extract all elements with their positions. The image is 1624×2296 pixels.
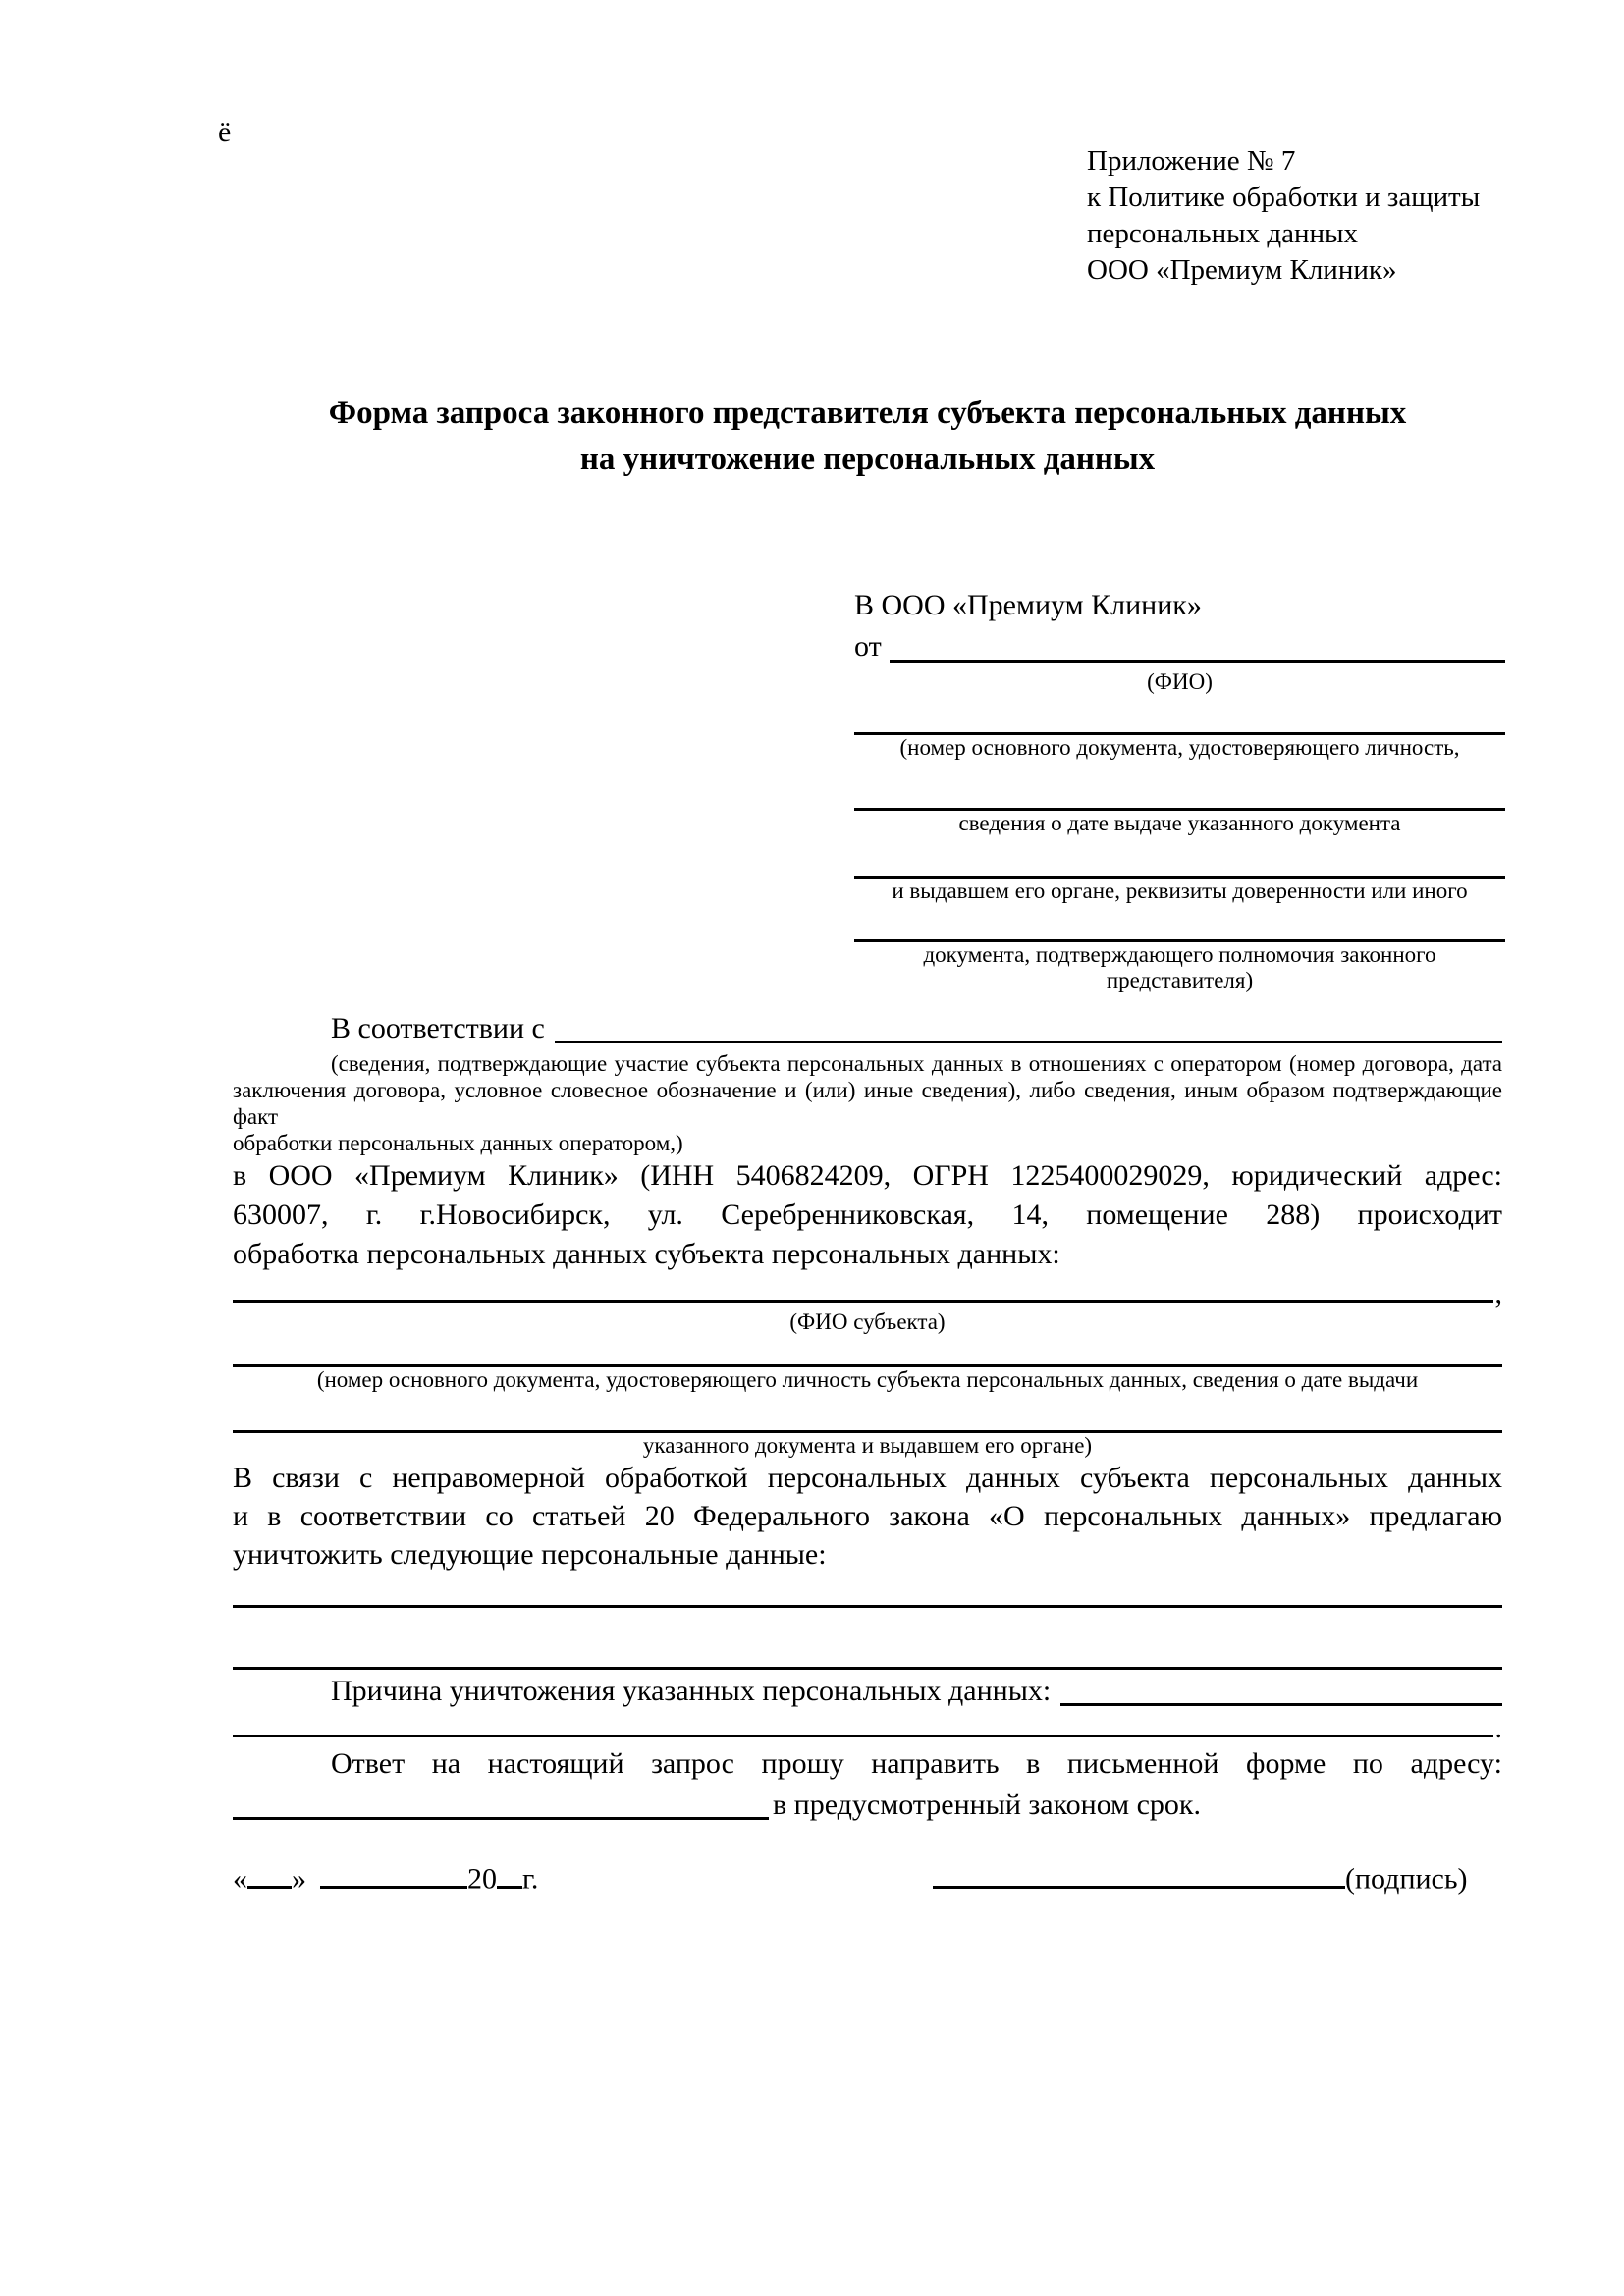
trailing-comma: , xyxy=(1494,1277,1502,1309)
rep-doc-field-line-3[interactable] xyxy=(854,836,1505,879)
date-month-field-line[interactable] xyxy=(320,1857,467,1889)
operator-paragraph-line-1: в ООО «Премиум Клиник» (ИНН 5406824209, ОГРН 1225400029029, юридический адрес: xyxy=(233,1159,1502,1192)
demand-paragraph-line-2: и в соответствии со статьей 20 Федерального закона «О персональных данных» предлагаю xyxy=(233,1500,1502,1532)
subject-doc-caption-2: указанного документа и выдавшем его органе) xyxy=(642,1433,1093,1458)
addressee-org: В ООО «Премиум Клиник» xyxy=(854,589,1202,621)
subject-fio-field-line[interactable] xyxy=(233,1300,1493,1303)
form-title-line-1: Форма запроса законного представителя субъекта персональных данных xyxy=(328,396,1407,431)
appendix-line: к Политике обработки и защиты xyxy=(1087,182,1481,213)
rep-doc-caption-4: документа, подтверждающего полномочия законного представителя) xyxy=(923,942,1436,992)
form-title xyxy=(233,391,1502,483)
body-block xyxy=(233,1007,1502,1827)
subject-fio-caption: (ФИО субъекта) xyxy=(789,1309,946,1334)
reply-paragraph-line: Ответ на настоящий запрос прошу направить в письменной форме по адресу: xyxy=(331,1747,1502,1780)
according-row xyxy=(233,1007,1502,1050)
subject-doc-field-line-2[interactable] xyxy=(233,1393,1502,1433)
appendix-line: Приложение № 7 xyxy=(1087,145,1296,177)
data-to-destroy-field-line-1[interactable] xyxy=(233,1574,1502,1608)
rep-doc-caption-1: (номер основного документа, удостоверяющего личность, xyxy=(899,735,1460,760)
demand-paragraph-line-1: В связи с неправомерной обработкой персональных данных субъекта персональных данных xyxy=(233,1462,1502,1494)
reason-row xyxy=(233,1670,1502,1713)
reason-field-line-2[interactable] xyxy=(233,1735,1493,1737)
reply-tail-text: в предусмотренный законом срок. xyxy=(773,1789,1201,1821)
rep-doc-caption-3: и выдавшем его органе, реквизиты доверенности или иного xyxy=(892,879,1468,903)
rep-doc-field-line-1[interactable] xyxy=(854,695,1505,735)
according-caption-line-2: заключения договора, условное словесное обозначение и (или) иные сведения), либо сведения, иным образом подтверждающие факт xyxy=(233,1078,1502,1129)
operator-paragraph-line-2: 630007, г. г.Новосибирск, ул. Серебренниковская, 14, помещение 288) происходит xyxy=(233,1199,1502,1231)
fio-caption: (ФИО) xyxy=(1147,669,1213,694)
reason-field-line[interactable] xyxy=(1060,1670,1502,1706)
according-label: В соответствии с xyxy=(331,1012,545,1044)
date-close-quote: » xyxy=(292,1862,306,1896)
signature-field-line[interactable] xyxy=(933,1857,1345,1889)
reason-continuation-row xyxy=(233,1713,1502,1744)
according-field-line[interactable] xyxy=(555,1007,1502,1043)
form-title-line-2: на уничтожение персональных данных xyxy=(579,442,1156,477)
from-row xyxy=(854,624,1505,669)
operator-paragraph-line-3: обработка персональных данных субъекта персональных данных: xyxy=(233,1238,1060,1270)
from-label: от xyxy=(854,630,882,663)
reply-address-row xyxy=(233,1784,1502,1827)
date-open-quote: « xyxy=(233,1862,247,1896)
date-year-prefix: 20 xyxy=(467,1862,497,1896)
demand-paragraph-line-3: уничтожить следующие персональные данные: xyxy=(233,1538,827,1571)
reply-address-field-line[interactable] xyxy=(233,1784,769,1820)
signature-line xyxy=(933,1857,1468,1896)
signature-caption: (подпись) xyxy=(1345,1862,1468,1896)
appendix-header xyxy=(1087,143,1480,289)
date-line xyxy=(233,1857,538,1896)
trailing-period: . xyxy=(1494,1712,1502,1744)
date-year-suffix: г. xyxy=(522,1862,539,1896)
reason-label: Причина уничтожения указанных персональных данных: xyxy=(331,1675,1052,1707)
appendix-line: ООО «Премиум Клиник» xyxy=(1087,254,1397,286)
data-to-destroy-field-line-2[interactable] xyxy=(233,1608,1502,1670)
subject-doc-field-line-1[interactable] xyxy=(233,1335,1502,1367)
rep-doc-field-line-2[interactable] xyxy=(854,761,1505,811)
stray-yo-char: ё xyxy=(218,116,232,148)
appendix-line: персональных данных xyxy=(1087,218,1359,249)
subject-doc-caption-1: (номер основного документа, удостоверяющего личность субъекта персональных данных, сведения о дате выдачи xyxy=(316,1367,1419,1392)
subject-fio-row xyxy=(233,1274,1502,1309)
date-year-field-line[interactable] xyxy=(497,1857,522,1889)
fio-field-line[interactable] xyxy=(890,624,1505,663)
according-caption-line-3: обработки персональных данных оператором,) xyxy=(233,1131,683,1155)
rep-doc-caption-2: сведения о дате выдаче указанного документа xyxy=(958,811,1401,835)
date-day-field-line[interactable] xyxy=(247,1857,292,1889)
addressee-block xyxy=(854,587,1505,993)
according-caption-line-1: (сведения, подтверждающие участие субъекта персональных данных в отношениях с оператором (номер договора, дата xyxy=(331,1051,1502,1076)
rep-doc-field-line-4[interactable] xyxy=(854,904,1505,942)
